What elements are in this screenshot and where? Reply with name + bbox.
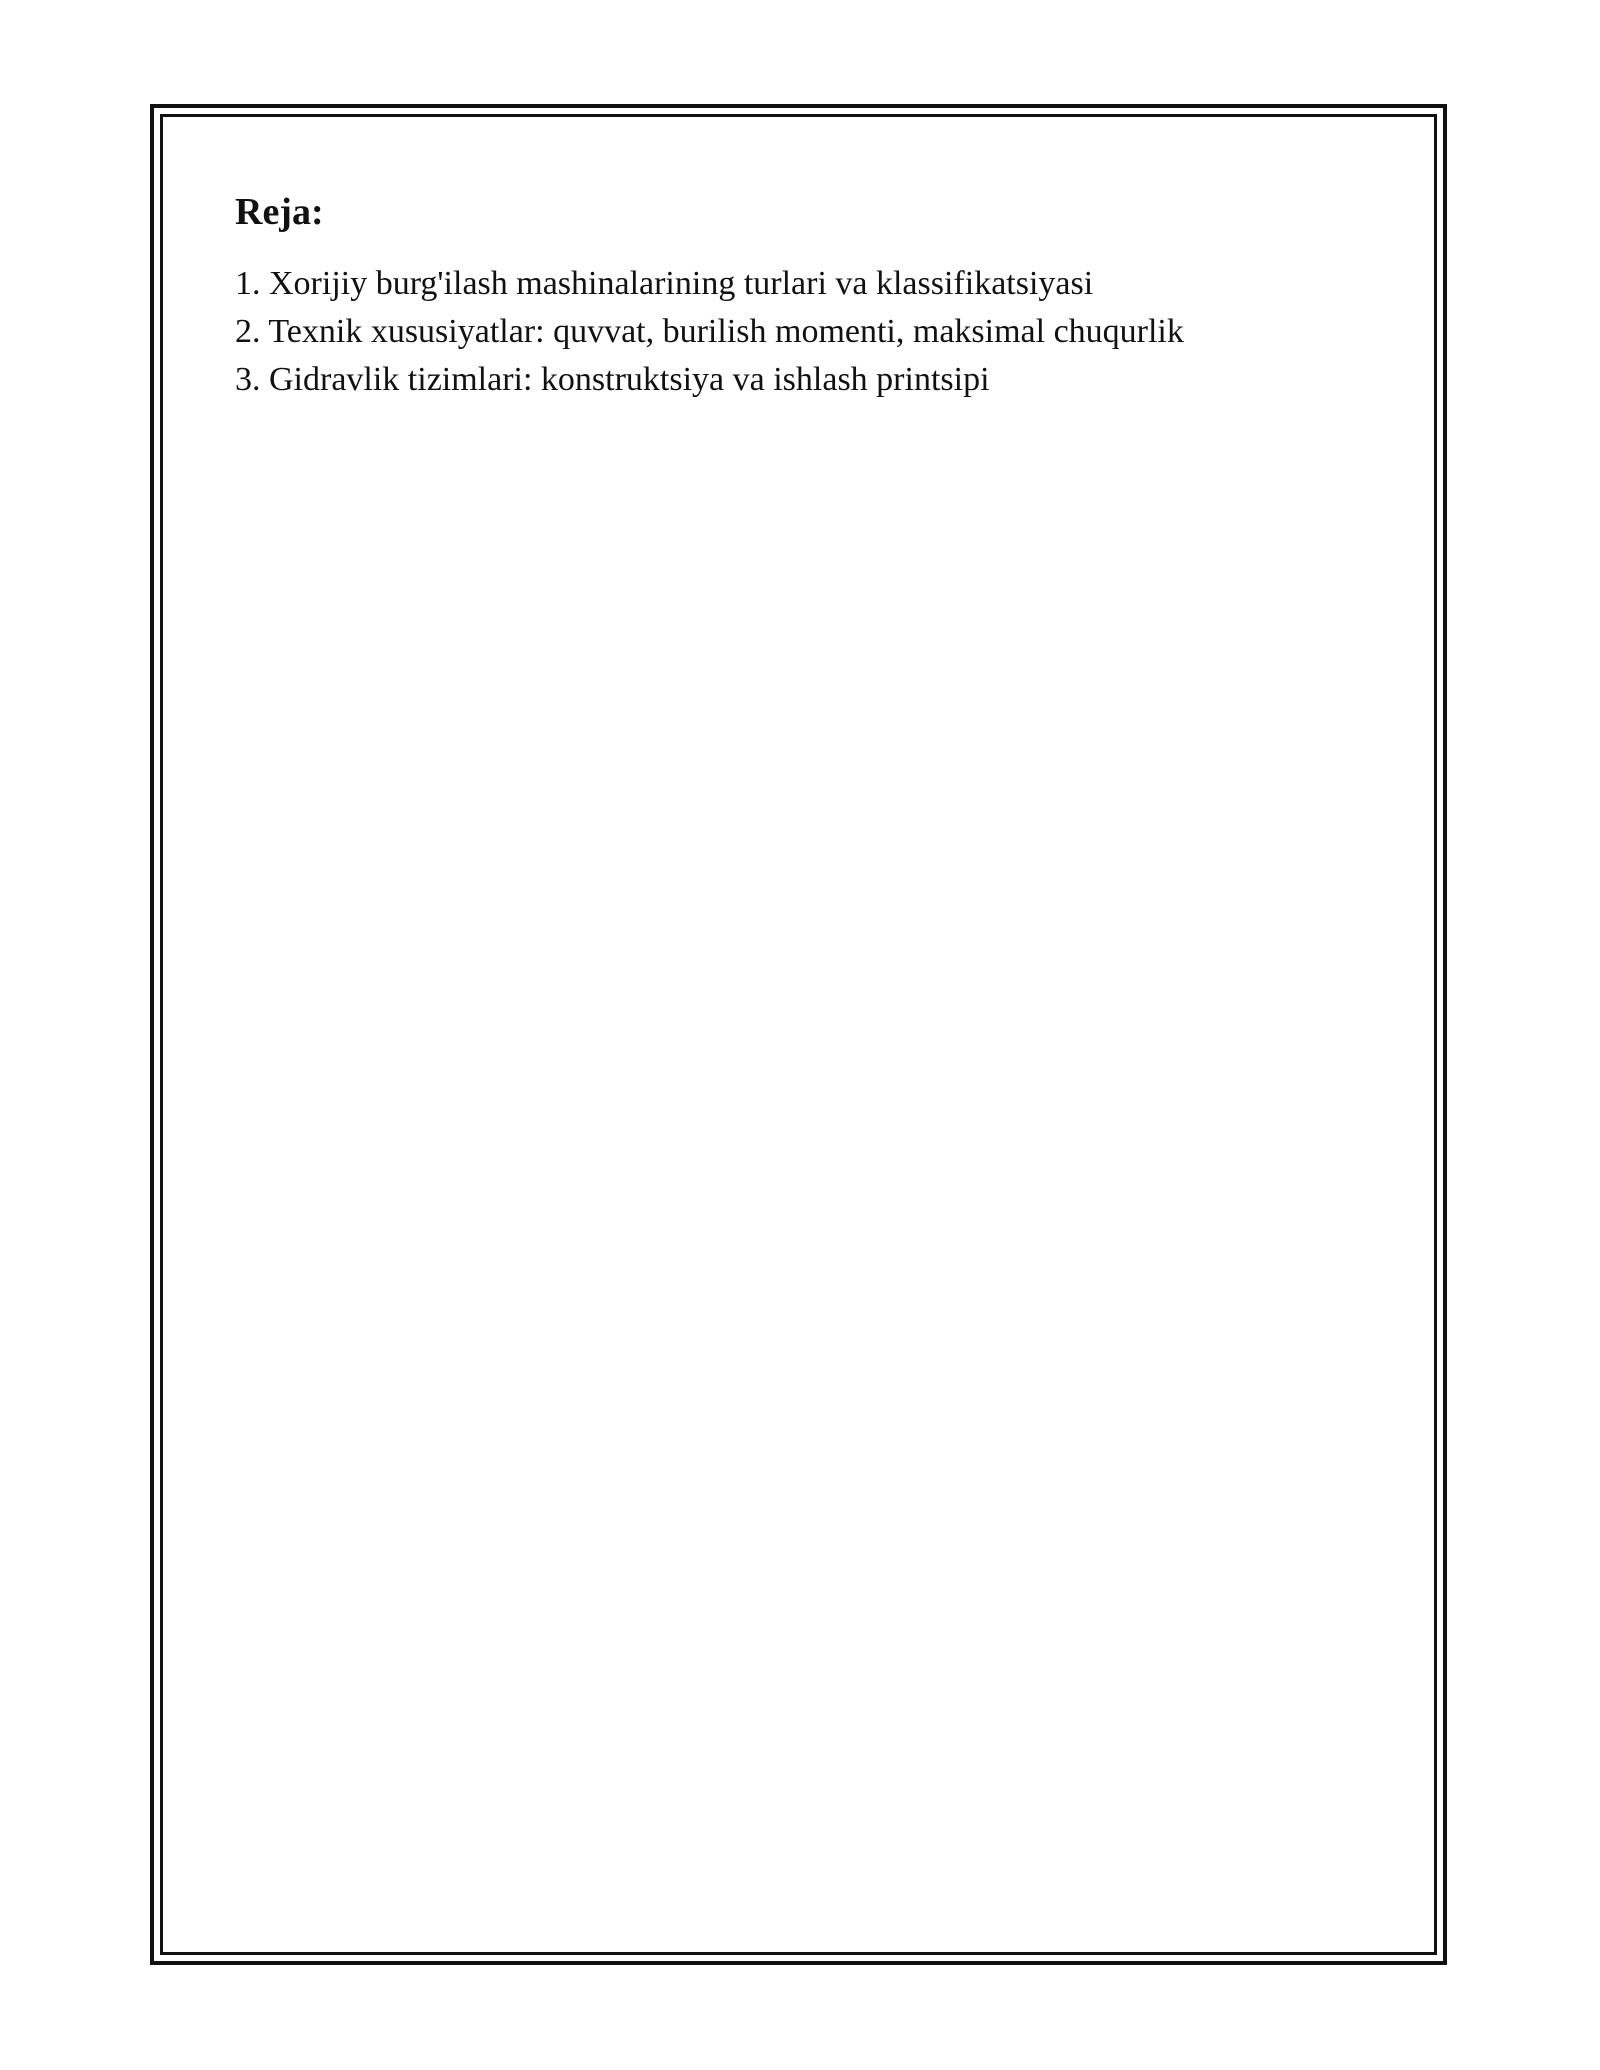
page-title: Reja: — [235, 191, 324, 233]
document-content — [235, 190, 1385, 404]
list-item: 3. Gidravlik tizimlari: konstruktsiya va ishlash printsipi — [235, 361, 990, 398]
list-item: 1. Xorijiy burg'ilash mashinalarining turlari va klassifikatsiyasi — [235, 265, 1094, 302]
plan-list — [235, 260, 1385, 404]
list-item: 2. Texnik xususiyatlar: quvvat, burilish momenti, maksimal chuqurlik — [235, 313, 1184, 350]
